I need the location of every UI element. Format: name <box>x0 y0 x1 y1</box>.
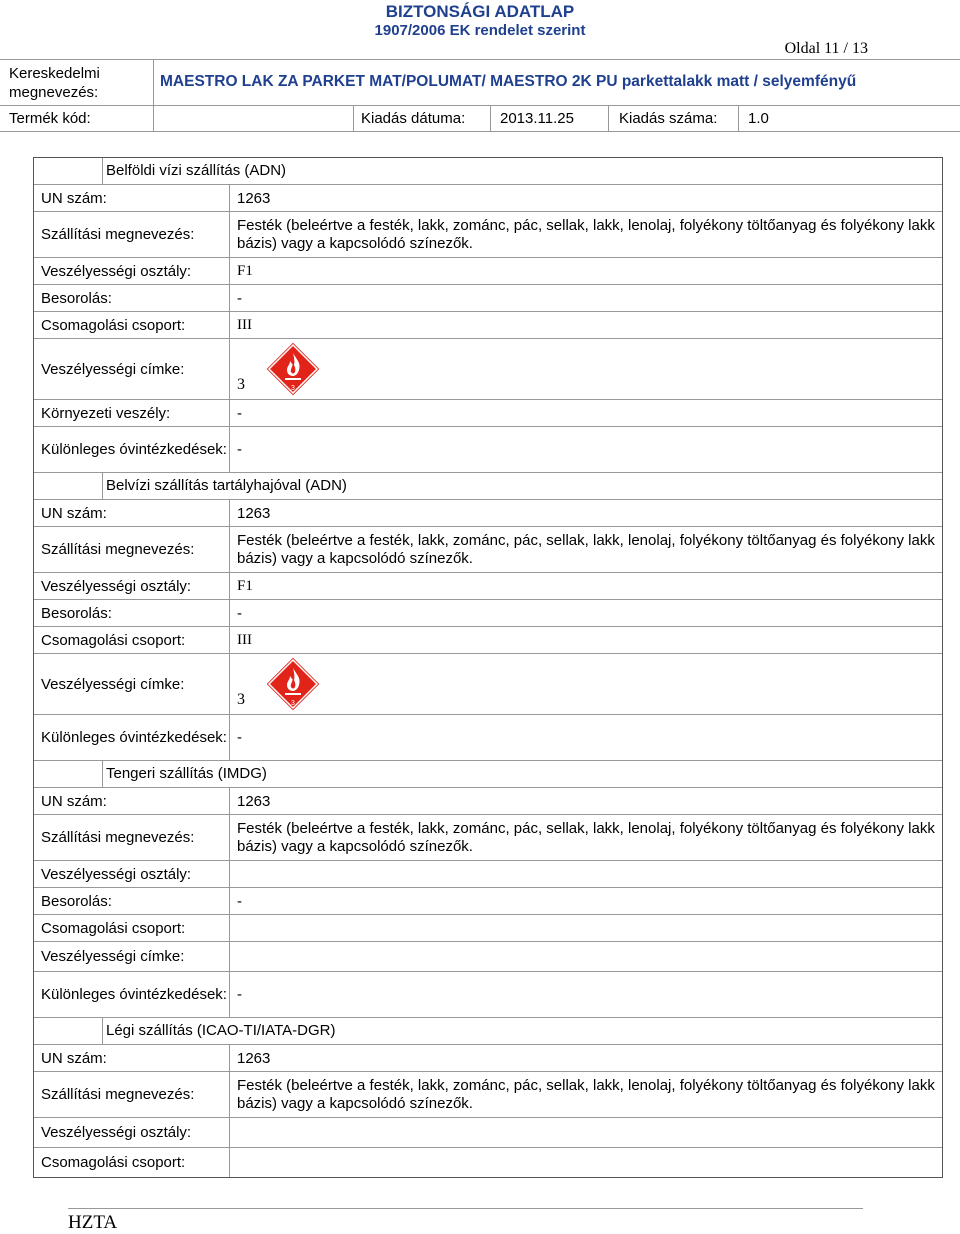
shipping-name-label: Szállítási megnevezés: <box>34 815 230 860</box>
header-vdivider <box>153 105 154 131</box>
table-row <box>34 888 942 915</box>
section-title-air: Légi szállítás (ICAO-TI/IATA-DGR) <box>34 1018 942 1045</box>
hazard-label-label: Veszélyességi címke: <box>34 339 230 399</box>
table-row <box>34 1148 942 1177</box>
header-vdivider <box>738 105 739 131</box>
classification: - <box>237 892 242 910</box>
table-row <box>34 1118 942 1148</box>
issue-date-label: Kiadás dátuma: <box>361 110 466 127</box>
classification-label: Besorolás: <box>34 888 230 914</box>
hazard-class-label: Veszélyességi osztály: <box>34 258 230 284</box>
section-title-adn: Belföldi vízi szállítás (ADN) <box>34 158 942 185</box>
table-row <box>34 815 942 861</box>
table-row <box>34 573 942 600</box>
table-row <box>34 972 942 1018</box>
page-number: Oldal 11 / 13 <box>784 40 868 57</box>
document-subtitle: 1907/2006 EK rendelet szerint <box>374 22 586 39</box>
transport-table <box>33 157 943 1178</box>
env-hazard-label: Környezeti veszély: <box>34 400 230 426</box>
shipping-name-label: Szállítási megnevezés: <box>34 527 230 572</box>
shipping-name: Festék (beleértve a festék, lakk, zománc, pác, sellak, lakk, lenolaj, folyékony töltőanyag és folyékony lakk bázis) vagy a kapcsolódó színezők. <box>237 819 935 855</box>
un-number: 1263 <box>237 792 271 810</box>
special-precautions: - <box>237 441 242 458</box>
classification-label: Besorolás: <box>34 600 230 626</box>
table-row <box>34 600 942 627</box>
un-label: UN szám: <box>34 788 230 814</box>
table-row <box>34 627 942 654</box>
trade-name-label: Kereskedelmi megnevezés: <box>9 65 100 101</box>
special-precautions: - <box>237 986 242 1003</box>
un-number: 1263 <box>237 1049 271 1067</box>
header-divider <box>0 105 960 106</box>
svg-text:3: 3 <box>291 385 295 392</box>
table-row <box>34 185 942 212</box>
shipping-name: Festék (beleértve a festék, lakk, zománc, pác, sellak, lakk, lenolaj, folyékony töltőanyag és folyékony lakk bázis) vagy a kapcsolódó színezők. <box>237 1076 935 1112</box>
footer-divider <box>68 1208 863 1209</box>
hazard-label-label: Veszélyességi címke: <box>34 654 230 714</box>
table-row <box>34 427 942 473</box>
hazard-label <box>237 339 327 399</box>
special-precautions-label: Különleges óvintézkedések: <box>34 972 230 1017</box>
issue-no: 1.0 <box>748 110 769 127</box>
packing-group: III <box>237 316 252 333</box>
hazard-class: F1 <box>237 262 253 279</box>
hazard-label-number: 3 <box>237 376 245 393</box>
hazard-label <box>237 654 327 714</box>
header-divider <box>0 131 960 132</box>
issue-date: 2013.11.25 <box>500 110 574 127</box>
shipping-name-label: Szállítási megnevezés: <box>34 212 230 257</box>
table-row <box>34 788 942 815</box>
hazard-class-label: Veszélyességi osztály: <box>34 573 230 599</box>
table-row <box>34 285 942 312</box>
packing-group <box>230 1148 942 1177</box>
special-precautions-label: Különleges óvintézkedések: <box>34 427 230 472</box>
table-row <box>34 1045 942 1072</box>
classification: - <box>237 604 242 622</box>
packing-group-label: Csomagolási csoport: <box>34 312 230 338</box>
header-vdivider <box>608 105 609 131</box>
product-code-label: Termék kód: <box>9 110 91 127</box>
table-row <box>34 258 942 285</box>
hazard-class <box>230 861 942 887</box>
table-row <box>34 500 942 527</box>
hazard-class <box>230 1118 942 1147</box>
hazard-class-label: Veszélyességi osztály: <box>34 861 230 887</box>
section-title-adn-tank: Belvízi szállítás tartályhajóval (ADN) <box>34 473 942 500</box>
flammable-liquid-icon <box>265 341 321 397</box>
shipping-name-label: Szállítási megnevezés: <box>34 1072 230 1117</box>
env-hazard: - <box>237 404 242 422</box>
un-label: UN szám: <box>34 185 230 211</box>
classification: - <box>237 289 242 307</box>
packing-group-label: Csomagolási csoport: <box>34 915 230 941</box>
packing-group-label: Csomagolási csoport: <box>34 1148 230 1177</box>
hazard-class-label: Veszélyességi osztály: <box>34 1118 230 1147</box>
un-number: 1263 <box>237 504 271 522</box>
table-row <box>34 654 942 715</box>
flammable-liquid-icon <box>265 656 321 712</box>
document-title: BIZTONSÁGI ADATLAP <box>385 2 575 21</box>
special-precautions: - <box>237 729 242 746</box>
hazard-class: F1 <box>237 577 253 594</box>
table-row <box>34 915 942 942</box>
table-row <box>34 212 942 258</box>
packing-group: III <box>237 631 252 648</box>
un-number: 1263 <box>237 189 271 207</box>
header-vdivider <box>490 105 491 131</box>
hazard-label-label: Veszélyességi címke: <box>34 942 230 971</box>
packing-group <box>230 915 942 941</box>
section-title-imdg: Tengeri szállítás (IMDG) <box>34 761 942 788</box>
table-row <box>34 942 942 972</box>
hazard-label-number: 3 <box>237 691 245 708</box>
footer-text: HZTA <box>68 1212 118 1233</box>
un-label: UN szám: <box>34 500 230 526</box>
header-divider <box>0 59 960 60</box>
shipping-name: Festék (beleértve a festék, lakk, zománc, pác, sellak, lakk, lenolaj, folyékony töltőanyag és folyékony lakk bázis) vagy a kapcsolódó színezők. <box>237 531 935 567</box>
table-row <box>34 861 942 888</box>
shipping-name: Festék (beleértve a festék, lakk, zománc, pác, sellak, lakk, lenolaj, folyékony töltőanyag és folyékony lakk bázis) vagy a kapcsolódó színezők. <box>237 216 935 252</box>
svg-text:3: 3 <box>291 700 295 707</box>
product-name: MAESTRO LAK ZA PARKET MAT/POLUMAT/ MAESTRO 2K PU parkettalakk matt / selyemfényű <box>160 73 857 90</box>
classification-label: Besorolás: <box>34 285 230 311</box>
header-vdivider <box>353 105 354 131</box>
table-row <box>34 715 942 761</box>
table-row <box>34 312 942 339</box>
packing-group-label: Csomagolási csoport: <box>34 627 230 653</box>
table-row <box>34 400 942 427</box>
un-label: UN szám: <box>34 1045 230 1071</box>
table-row <box>34 339 942 400</box>
table-row <box>34 527 942 573</box>
table-row <box>34 1072 942 1118</box>
special-precautions-label: Különleges óvintézkedések: <box>34 715 230 760</box>
issue-no-label: Kiadás száma: <box>619 110 718 127</box>
header-vdivider <box>153 59 154 105</box>
